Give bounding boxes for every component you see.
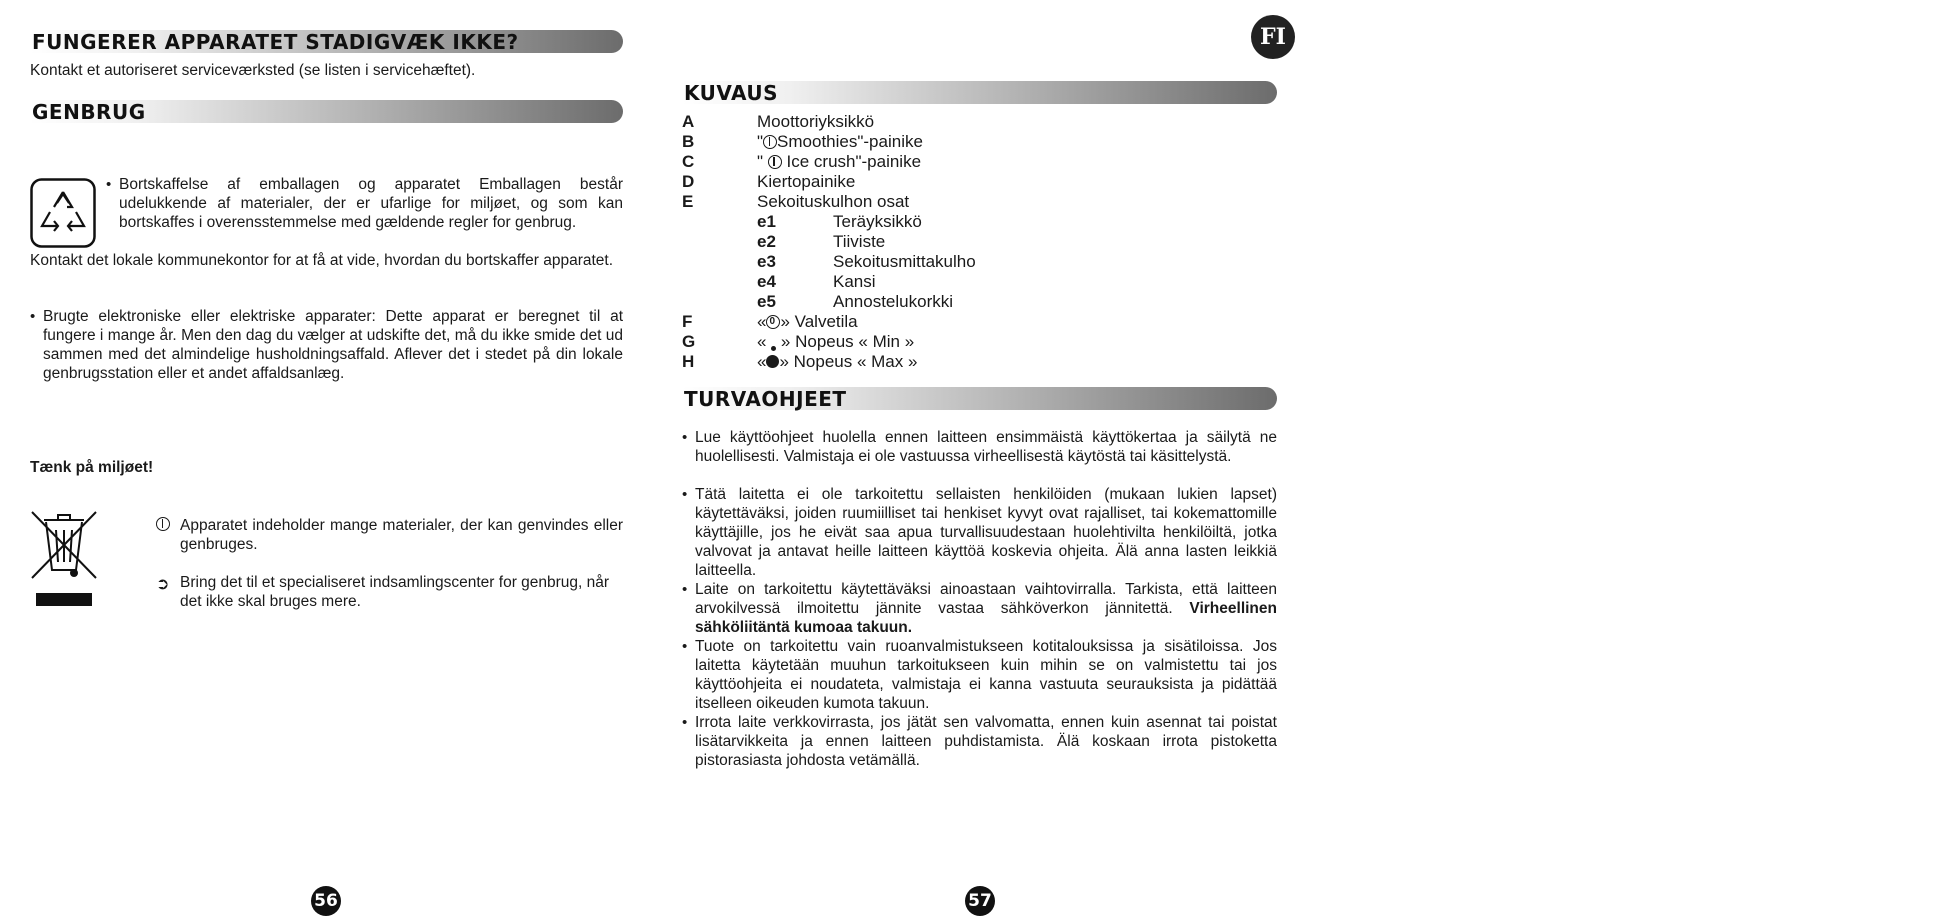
part-letter: B [682,132,695,151]
disposal-bullet [106,175,623,232]
list-item [682,152,1277,172]
env-item-materials: Apparatet indeholder mange materialer, der kan genvindes eller genbruges. [180,517,623,553]
subpart-code: e3 [757,252,776,271]
municipal-contact-text: Kontakt det lokale kommunekontor for at få at vide, hvordan du bortskaffer apparatet. [30,252,614,269]
safety-text: Tätä laitetta ei ole tarkoitettu sellaisten henkilöiden (mukaan lukien lapset) käytettäväksi, joiden ruumiilliset tai henkiset kyvyt ovat rajalliset, tai kokemattomille käyttäjille, jos he eivät saa apua turvallisuudestaan huolehtivilta henkilöiltä, jotka valvovat ja antavat heille laitteen käyttöä koskevia ohjeita. Älä anna lasten leikkiä laitteella. [695,486,1277,579]
recycle-icon [30,178,96,253]
list-item [682,132,1277,152]
electronics-bullet [30,307,623,383]
safety-bullet [682,428,1277,466]
safety-bullet [682,713,1277,770]
bullet-dot: • [682,714,688,731]
subpart-code: e5 [757,292,776,311]
part-letter: D [682,172,695,191]
section-heading-bar [682,81,1277,104]
list-item [682,352,1277,372]
subpart-text: Sekoitusmittakulho [833,252,976,271]
part-text: Sekoituskulhon osat [757,192,910,211]
list-item [682,192,1277,212]
bullet-dot: • [682,429,688,446]
list-item [682,172,1277,192]
subpart-code: e2 [757,232,776,251]
safety-text: Laite on tarkoitettu käytettäväksi ainoastaan vaihtovirralla. Tarkista, että laitteen arvokilvessä ilmoitettu jännite vastaa sähköverkon jännitettä. Virheellinen sähköliitäntä kumoaa takuun. [695,581,1277,636]
contact-service-text: Kontakt et autoriseret serviceværksted (se listen i servicehæftet). [30,62,476,79]
max-speed-icon [766,355,779,368]
section-heading: FUNGERER APPARATET STADIGVÆK IKKE? [32,30,519,54]
section-heading-bar [30,30,623,53]
subpart-text: Annostelukorkki [833,292,954,311]
safety-bullet [682,485,1277,580]
part-text: " Ice crush"-painike [757,152,922,171]
list-item [682,232,1277,252]
subpart-code: e4 [757,272,776,291]
list-item [682,252,1277,272]
part-letter: E [682,192,694,211]
part-text: " Smoothies"-painike [757,132,923,151]
safety-bullet [682,580,1277,637]
list-item [682,112,1277,132]
part-text: «0 » Valvetila [757,312,858,332]
bullet-dot: • [682,581,688,598]
section-heading-bar [30,100,623,123]
electronics-text: Brugte elektroniske eller elektriske apparater: Dette apparat er beregnet til at fungere i mange år. Men den dag du vælger at udskifte det, må du ikke smide det ud sammen med det almindelige husholdningsaffald. Aflever det i stedet på din lokale genbrugsstation eller et andet affaldsanlæg. [43,308,623,382]
bullet-dot: • [106,176,112,193]
parts-list [682,112,1277,372]
part-text: Moottoriyksikkö [757,112,875,131]
safety-text: Irrota laite verkkovirrasta, jos jätät sen valvomatta, ennen kuin asennat tai poistat lisätarvikkeita ja ennen laitteen puhdistamista. Älä koskaan irrota pistoketta pistorasiasta johdosta vetämällä. [695,714,1277,769]
part-letter: G [682,332,696,351]
safety-text: Lue käyttöohjeet huolella ennen laitteen ensimmäistä käyttökertaa ja säilytä ne huolellisesti. Valmistaja ei ole vastuussa virheellisestä käytöstä tai käsittelystä. [695,429,1277,465]
list-item [682,332,1277,352]
section-heading: TURVAOHJEET [684,387,847,411]
safety-text: Tuote on tarkoitettu vain ruoanvalmistukseen kotitalouksissa ja sisätiloissa. Jos laitetta käytetään muuhun tarkoitukseen kuin mihin se on valmistettu tai jos käyttöohjeita ei noudateta, valmistaja ei kanna vastuuta seurauksista ja pidättää itselleen oikeuden kumota takuun. [695,638,1277,712]
part-text: « » Nopeus « Min » [757,332,915,351]
part-letter: H [682,352,695,371]
env-item-collection: Bring det til et specialiseret indsamlingscenter for genbrug, når det ikke skal bruges mere. [180,574,610,610]
part-letter: A [682,112,695,131]
subpart-text: Kansi [833,272,876,291]
list-item [682,272,1277,292]
part-letter: F [682,312,693,331]
bullet-dot: • [30,308,36,325]
part-text: « » Nopeus « Max » [757,352,918,371]
list-item [682,312,1277,332]
standby-icon [766,315,780,329]
list-item [682,292,1277,312]
power-symbol-icon [156,516,170,534]
warranty-warning: Virheellinen sähköliitäntä kumoaa takuun. [695,600,1277,636]
safety-bullet [682,637,1277,713]
section-heading: GENBRUG [32,100,146,124]
subpart-text: Teräyksikkö [833,212,922,231]
part-letter: C [682,152,695,171]
subpart-text: Tiiviste [833,232,886,251]
page-number: 56 [311,886,341,916]
arrow-icon: ➲ [156,576,170,593]
section-heading-bar [682,387,1277,410]
power-icon [768,155,782,169]
disposal-text: Bortskaffelse af emballagen og apparatet Emballagen består udelukkende af materialer, der er ufarlige for miljøet, og som kan bortskaffes i overensstemmelse med gældende regler for genbrug. [119,176,623,231]
part-text: Kiertopainike [757,172,856,191]
page-number: 57 [965,886,995,916]
environment-heading: Tænk på miljøet! [30,459,154,476]
weee-bin-icon [30,510,98,615]
bullet-dot: • [682,486,688,503]
power-icon [763,135,777,149]
bullet-dot: • [682,638,688,655]
subpart-code: e1 [757,212,776,231]
section-heading: KUVAUS [684,81,779,105]
list-item [682,212,1277,232]
language-badge: FI [1251,15,1295,59]
